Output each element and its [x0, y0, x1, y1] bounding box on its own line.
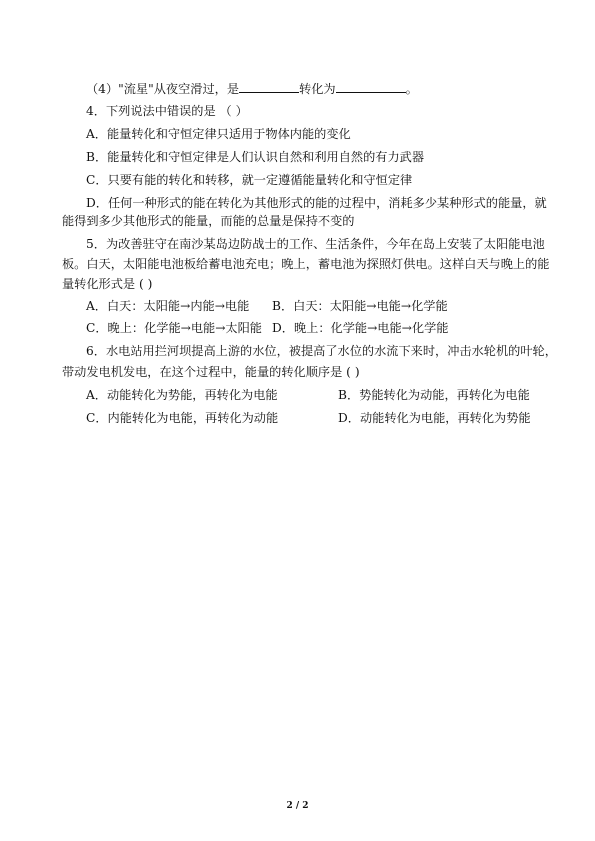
q6-option-d: D．动能转化为电能，再转化为势能 [338, 411, 531, 425]
q4-option-b: B．能量转化和守恒定律是人们认识自然和利用自然的有力武器 [86, 150, 425, 164]
q5-option-c: C．晚上：化学能→电能→太阳能 [86, 321, 262, 335]
q6-option-a: A．动能转化为势能，再转化为电能 [86, 388, 278, 402]
page-number: 2 / 2 [286, 801, 309, 811]
q5-stem-line2: 板。白天，太阳能电池板给蓄电池充电；晚上，蓄电池为探照灯供电。这样白天与晚上的能 [62, 257, 550, 271]
q4-option-a: A．能量转化和守恒定律只适用于物体内能的变化 [86, 127, 351, 141]
q6-option-b: B．势能转化为动能，再转化为电能 [338, 388, 530, 402]
q4-option-d-line2: 能得到多少其他形式的能量，而能的总量是保持不变的 [62, 214, 355, 228]
q5-option-d: D．晚上：化学能→电能→化学能 [272, 321, 449, 335]
q3-item4-blank-1[interactable] [239, 80, 299, 93]
q6-stem-line2: 带动发电机发电，在这个过程中，能量的转化顺序是 ( ) [62, 365, 360, 379]
q4-option-c: C．只要有能的转化和转移，就一定遵循能量转化和守恒定律 [86, 173, 413, 187]
q3-item4-prefix: （4）"流星"从夜空滑过，是 [86, 82, 240, 96]
q6-option-c: C．内能转化为电能，再转化为动能 [86, 411, 279, 425]
q5-option-b: B．白天：太阳能→电能→化学能 [272, 299, 448, 313]
q4-stem: 4．下列说法中错误的是 （ ） [86, 104, 248, 118]
q6-stem-line1: 6．水电站用拦河坝提高上游的水位，被提高了水位的水流下来时，冲击水轮机的叶轮， [86, 344, 557, 358]
q3-item4-blank-2[interactable] [336, 80, 406, 93]
q5-option-a: A．白天：太阳能→内能→电能 [86, 299, 250, 313]
q5-stem-line3: 量转化形式是 ( ) [62, 277, 153, 291]
q3-item4-line [86, 80, 418, 97]
q3-item4-suffix: 。 [405, 82, 418, 96]
q5-stem-line1: 5．为改善驻守在南沙某岛边防战士的工作、生活条件，今年在岛上安装了太阳能电池 [86, 237, 545, 251]
q3-item4-middle: 转化为 [299, 82, 336, 96]
q4-option-d-line1: D．任何一种形式的能在转化为其他形式的能的过程中，消耗多少某种形式的能量，就 [86, 196, 547, 210]
